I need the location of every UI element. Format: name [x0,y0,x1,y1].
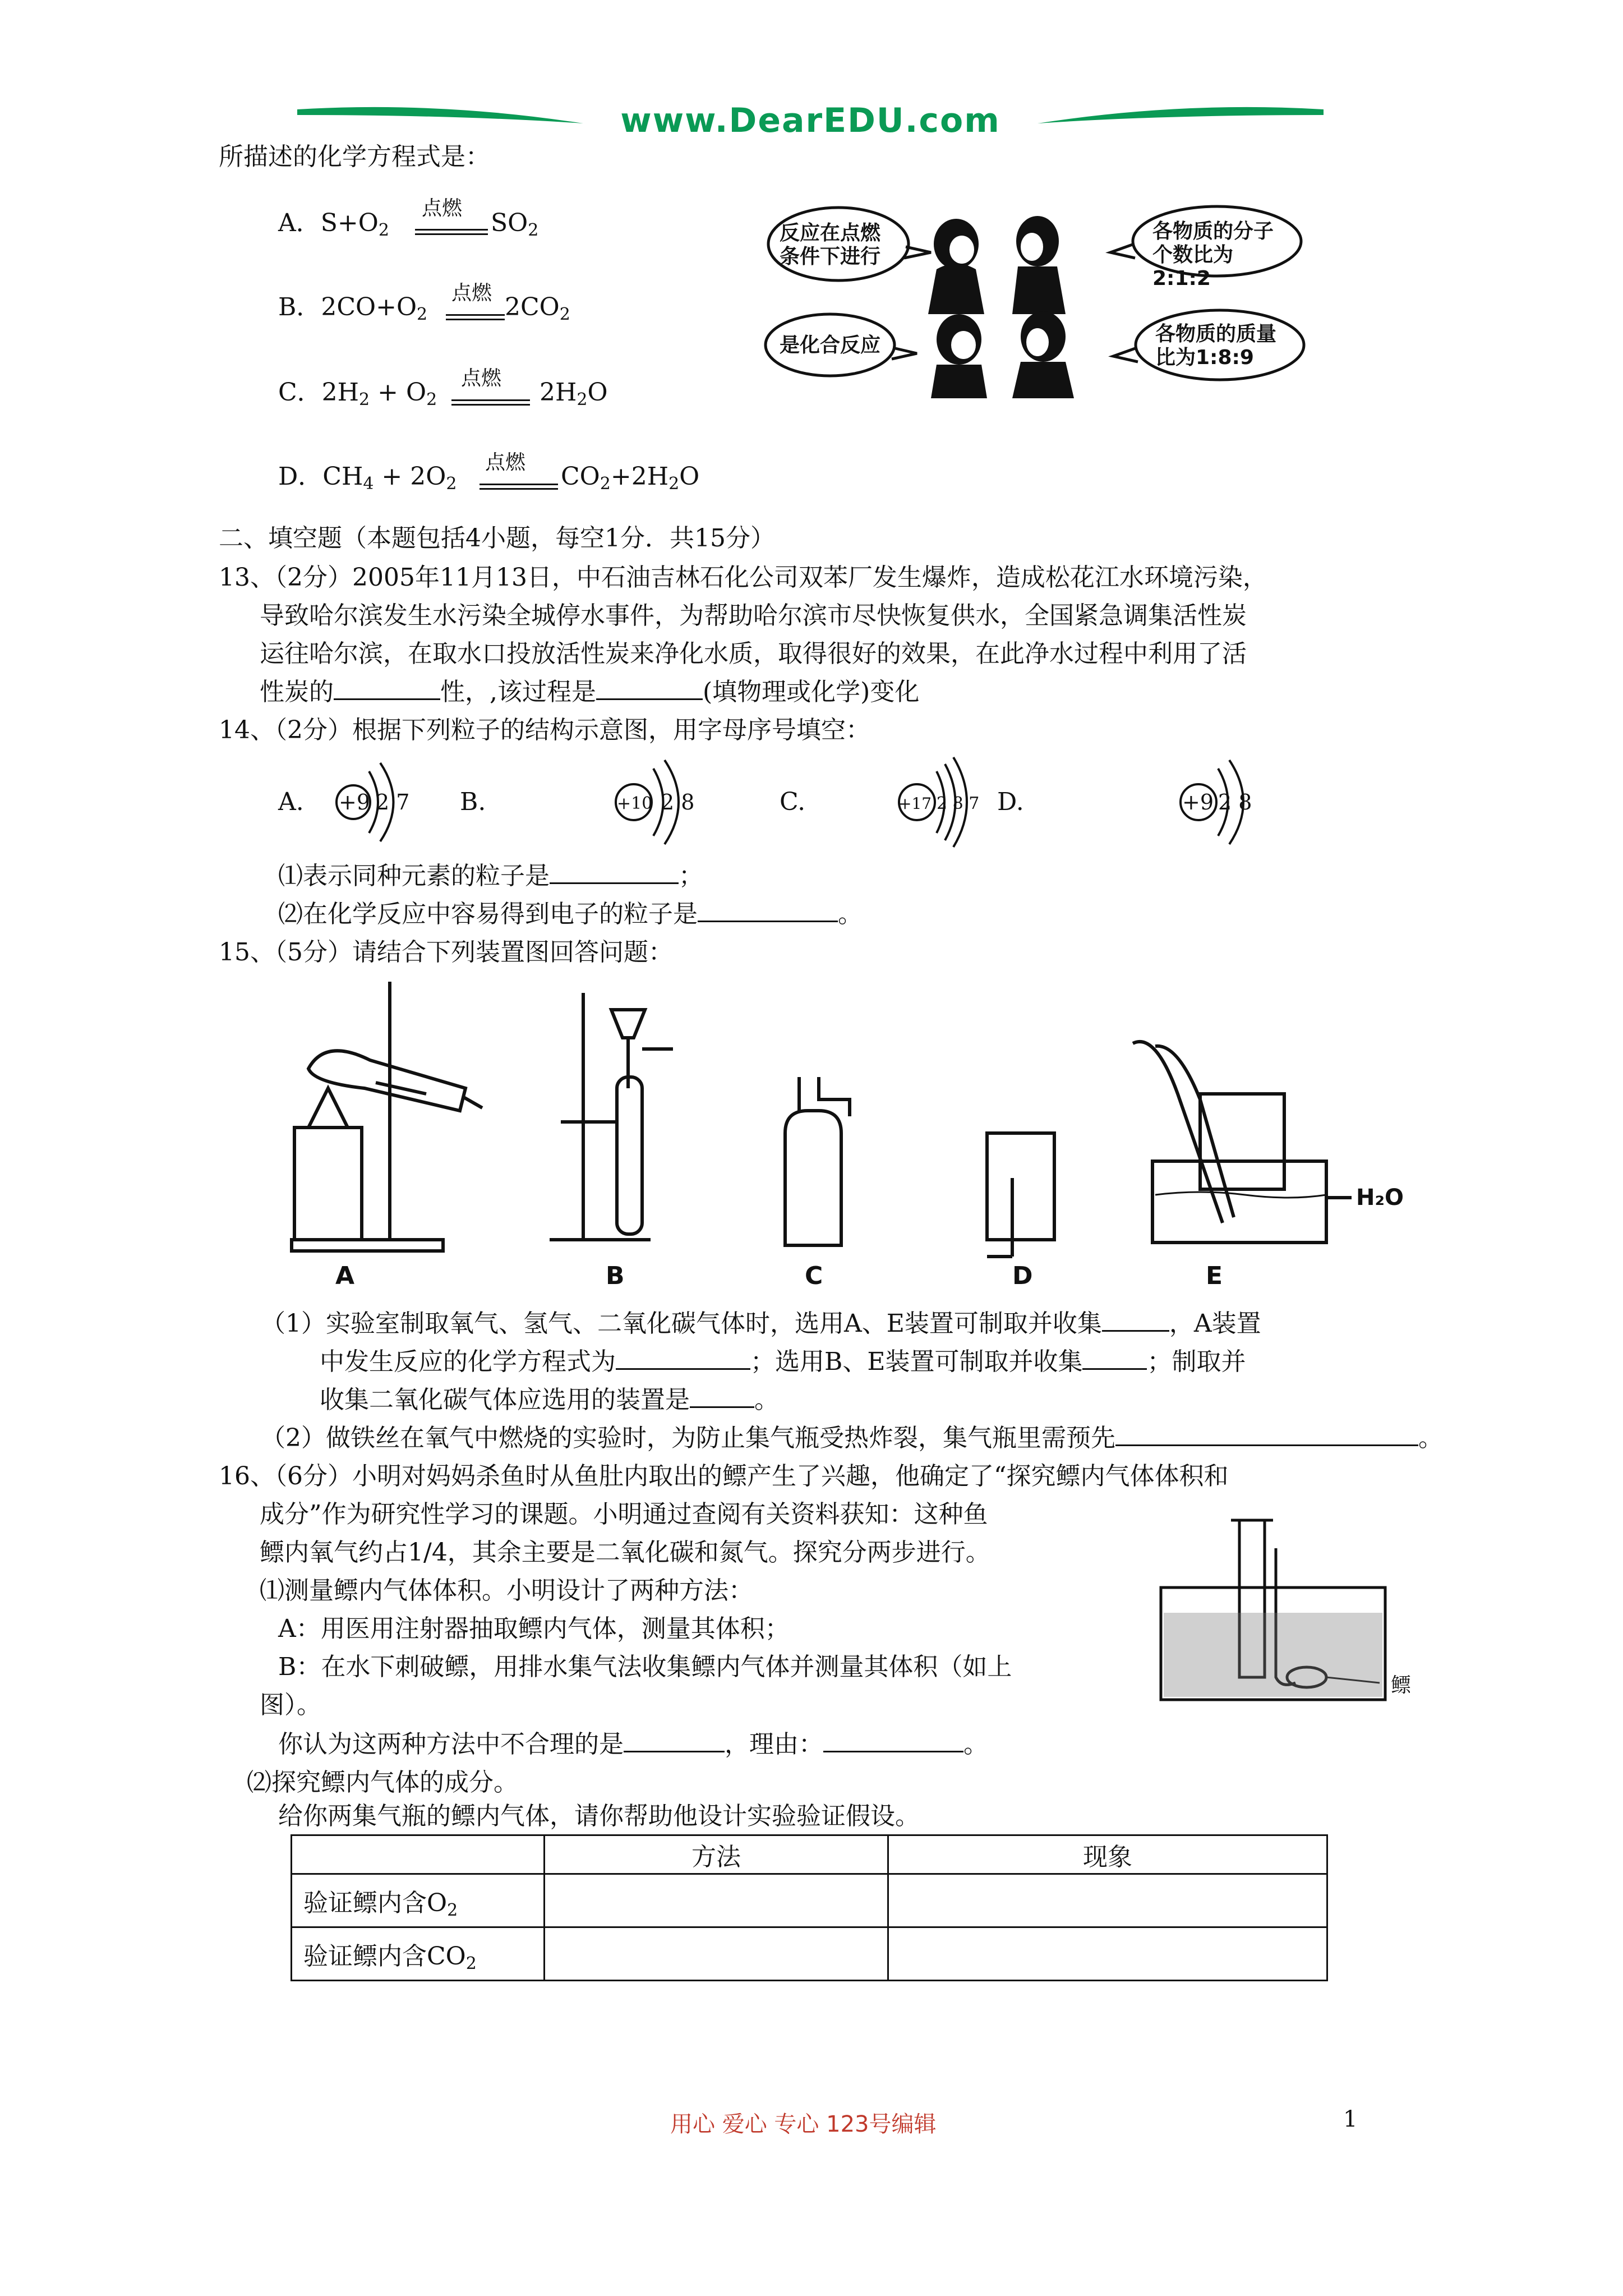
q13-line4: 性炭的 性，,该过程是 (填物理或化学)变化 [260,678,920,706]
table-header-empty [292,1835,545,1874]
particle-a-label: A. [278,788,304,816]
q16-blank-1[interactable] [624,1751,725,1752]
q15-blank-2[interactable] [616,1368,750,1370]
apparatus-figure [258,976,1404,1301]
table-header-method: 方法 [545,1835,888,1874]
q16-line5: A：用医用注射器抽取鳔内气体，测量其体积； [278,1614,790,1643]
lab-apparatus-icon [258,976,1380,1301]
table-row [292,1874,1327,1927]
table-row-co2-label: 验证鳔内含$CO_2$ [292,1927,545,1981]
q16-line4: ⑴测量鳔内气体体积。小明设计了两种方法： [260,1576,753,1605]
particle-c-label: C. [780,788,806,816]
q15-blank-5[interactable] [1115,1444,1418,1446]
q12-intro: 所描述的化学方程式是： [219,142,490,171]
bubble-condition: 反应在点燃条件下进行 [780,222,881,268]
table-row [292,1927,1327,1981]
q15-blank-3[interactable] [1082,1368,1147,1370]
particle-d-nucleus: +9 [1182,790,1214,815]
page-number: 1 [1343,2106,1358,2132]
q16-part2-line: 给你两集气瓶的鳔内气体，请你帮助他设计实验验证假设。 [278,1802,920,1830]
q15-p2: （2）做铁丝在氧气中燃烧的实验时，为防止集气瓶受热炸裂，集气瓶里需预先 。 [261,1424,1443,1452]
table-header-phenomenon: 现象 [888,1835,1327,1874]
bladder-label: 鳔 [1391,1674,1412,1697]
site-header [292,84,1329,146]
cartoon-figure [763,191,1307,404]
bubble-mass-ratio: 各物质的质量比为1:8:9 [1155,323,1277,369]
q16-blank-2[interactable] [823,1751,963,1752]
q13-blank-2[interactable] [596,698,703,700]
q14-blank-1[interactable] [550,882,679,884]
q16-line1: 16、（6分）小明对妈妈杀鱼时从鱼肚内取出的鳔产生了兴趣，他确定了“探究鳔内气体体积和 [219,1462,1229,1490]
apparatus-b-label: B [606,1262,625,1290]
apparatus-a-label: A [335,1262,355,1290]
q14-sub1: ⑴表示同种元素的粒子是 ； [278,862,703,890]
q15-p1-line2: 中发生反应的化学方程式为 ；选用B、E装置可制取并收集 ；制取并 [320,1347,1246,1376]
q15-blank-4[interactable] [690,1406,754,1408]
q14-title: 14、（2分）根据下列粒子的结构示意图，用字母序号填空： [219,716,870,744]
bubble-molecule-ratio: 各物质的分子个数比为2:1:2 [1152,220,1274,290]
q14-blank-2[interactable] [698,921,838,922]
apparatus-d-label: D [1012,1262,1033,1290]
q13-blank-1[interactable] [334,698,440,700]
fish-bladder-figure [1155,1515,1424,1711]
water-label: H₂O [1356,1185,1404,1211]
q13-line2: 导致哈尔滨发生水污染全城停水事件，为帮助哈尔滨市尽快恢复供水，全国紧急调集活性炭 [260,601,1247,630]
site-title[interactable]: www.DearEDU.com [620,101,1000,140]
q15-blank-1[interactable] [1102,1330,1169,1332]
q16-line2: 成分”作为研究性学习的课题。小明通过查阅有关资料获知：这种鱼 [260,1500,988,1529]
gas-collection-icon [1155,1515,1424,1711]
table-row [292,1835,1327,1874]
q15-title: 15、（5分）请结合下列装置图回答问题： [219,938,673,967]
particle-a-nucleus: +9 [339,790,371,815]
answer-table [291,1834,1328,1981]
q14-sub2: ⑵在化学反应中容易得到电子的粒子是 。 [278,900,863,928]
q16-part2: ⑵探究鳔内气体的成分。 [247,1768,518,1797]
bubble-combination: 是化合反应 [780,334,881,357]
particle-b-electrons: 2 8 [661,790,695,815]
particle-c-electrons: 2 8 7 [937,794,980,813]
particle-a-electrons: 2 7 [376,790,410,815]
q13-line3: 运往哈尔滨，在取水口投放活性炭来净化水质，取得很好的效果，在此净水过程中利用了活 [260,639,1247,668]
q15-p1-line1: （1）实验室制取氧气、氢气、二氧化碳气体时，选用A、E装置可制取并收集 ，A装置 [261,1309,1261,1338]
apparatus-c-label: C [805,1262,823,1290]
q16-line7: 图）。 [260,1691,321,1719]
q13-line1: 13、（2分）2005年11月13日，中石油吉林石化公司双苯厂发生爆炸，造成松花江水环境污染， [219,563,1267,592]
table-cell-o2-phenomenon[interactable] [888,1874,1327,1927]
table-cell-co2-method[interactable] [545,1927,888,1981]
particle-d-electrons: 2 8 [1218,790,1252,815]
table-cell-co2-phenomenon[interactable] [888,1927,1327,1981]
q15-p1-line3: 收集二氧化碳气体应选用的装置是 。 [320,1386,779,1414]
particle-b-label: B. [460,788,486,816]
q16-line6: B：在水下刺破鳔，用排水集气法收集鳔内气体并测量其体积（如上 [278,1653,1012,1681]
table-row-o2-label: 验证鳔内含$O_2$ [292,1874,545,1927]
particle-b-nucleus: +10 [617,794,653,813]
q16-line3: 鳔内氧气约占1/4，其余主要是二氧化碳和氮气。探究分两步进行。 [260,1538,990,1567]
footer-text: 用心 爱心 专心 123号编辑 [670,2111,937,2137]
particle-c-nucleus: +17 [898,794,932,813]
q16-ask: 你认为这两种方法中不合理的是 ，理由： 。 [278,1730,988,1759]
particle-d-label: D. [997,788,1024,816]
apparatus-e-label: E [1206,1262,1223,1290]
table-cell-o2-method[interactable] [545,1874,888,1927]
section2-title: 二、填空题（本题包括4小题，每空1分．共15分） [219,524,775,553]
